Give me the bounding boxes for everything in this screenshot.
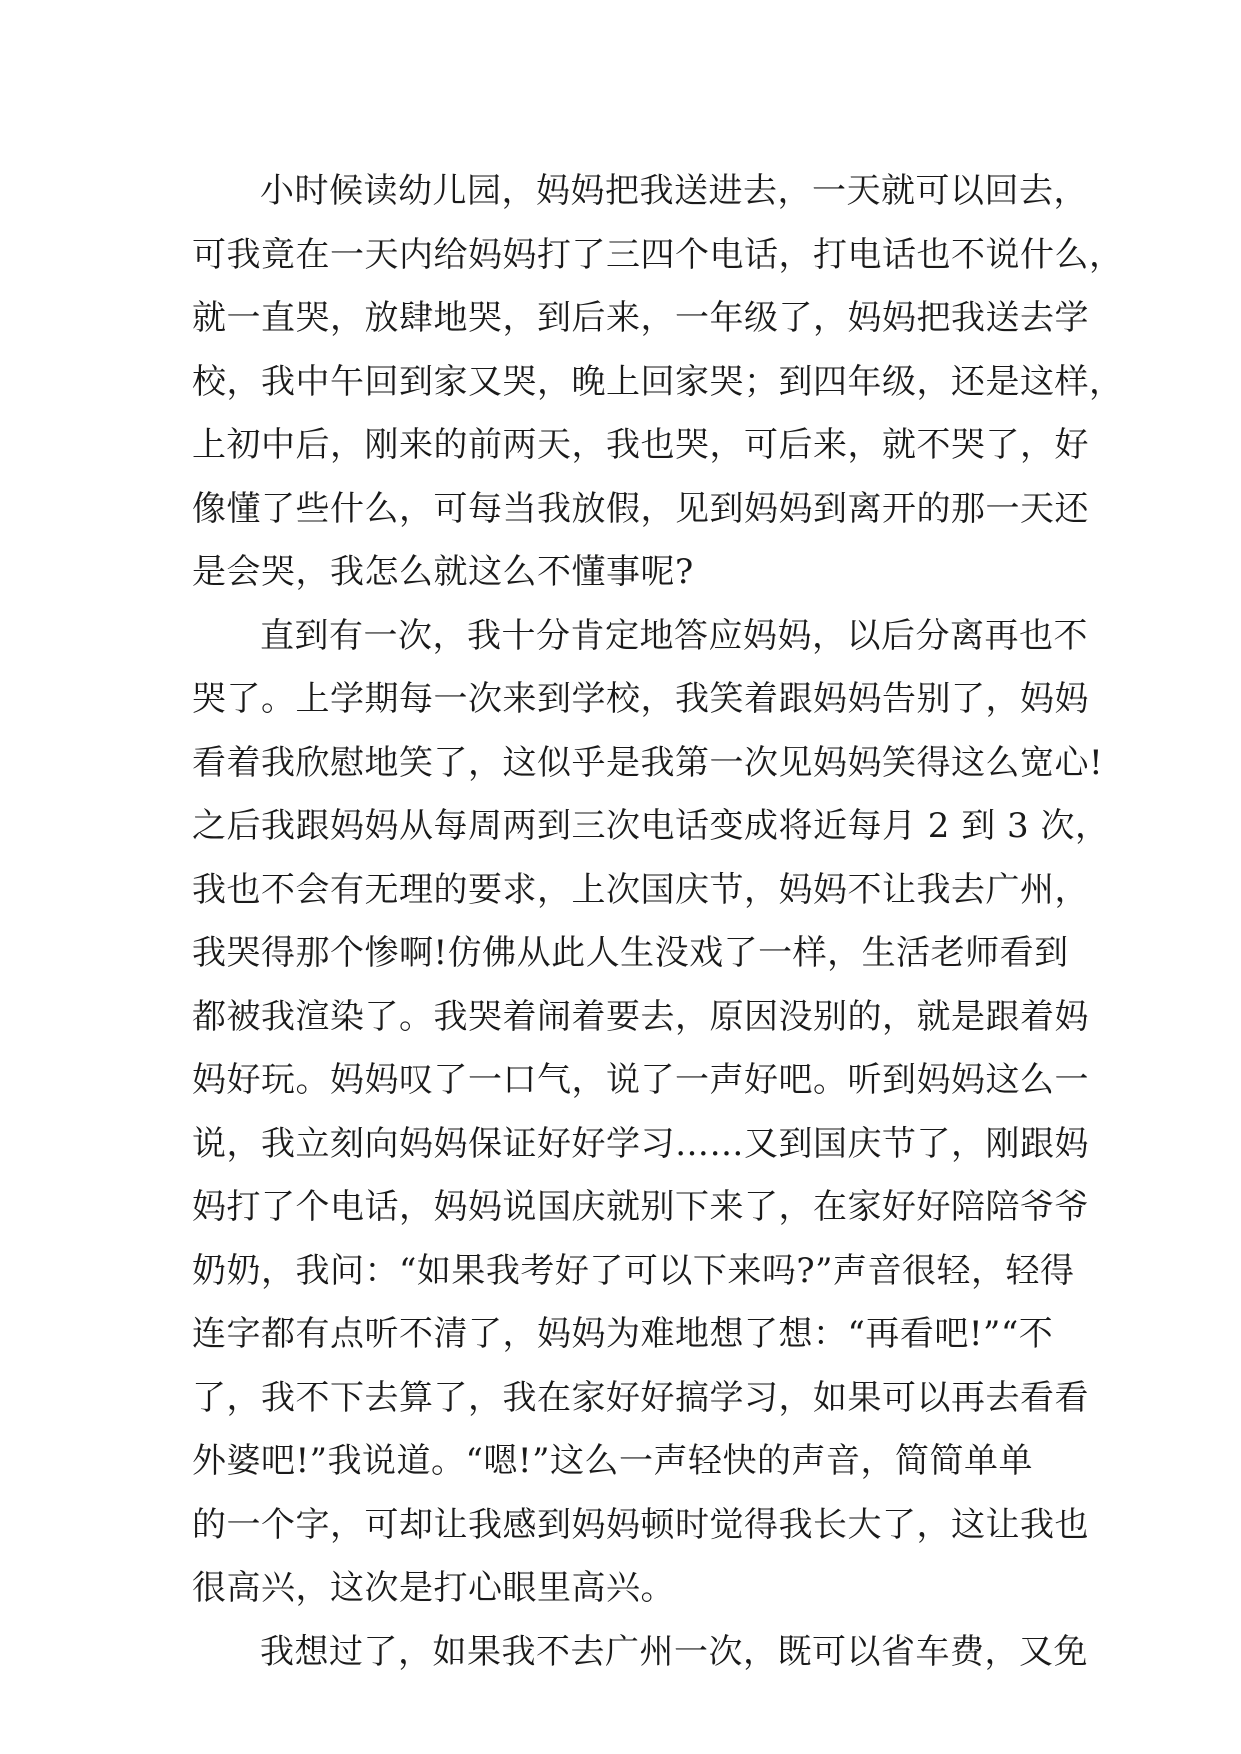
paragraph-first-line: 我想过了，如果我不去广州一次，既可以省车费，又免	[260, 1631, 1088, 1672]
text-line: 我哭得那个惨啊!仿佛从此人生没戏了一样，生活老师看到	[192, 933, 1069, 973]
text-line: 很高兴，这次是打心眼里高兴。	[192, 1568, 675, 1608]
text-line: 都被我渲染了。我哭着闹着要去，原因没别的，就是跟着妈	[192, 996, 1089, 1037]
text-line: 看着我欣慰地笑了，这似乎是我第一次见妈妈笑得这么宽心!	[192, 742, 1104, 783]
text-line: 校，我中午回到家又哭，晚上回家哭；到四年级，还是这样，	[192, 361, 1124, 402]
paragraph-first-line: 小时候读幼儿园，妈妈把我送进去，一天就可以回去，	[260, 171, 1088, 211]
text-line: 哭了。上学期每一次来到学校，我笑着跟妈妈告别了，妈妈	[192, 679, 1089, 719]
text-line: 上初中后，刚来的前两天，我也哭，可后来，就不哭了，好	[192, 425, 1089, 465]
text-line: 像懂了些什么，可每当我放假，见到妈妈到离开的那一天还	[192, 488, 1089, 529]
text-line: 的一个字，可却让我感到妈妈顿时觉得我长大了，这让我也	[192, 1504, 1089, 1545]
text-line: 说，我立刻向妈妈保证好好学习……又到国庆节了，刚跟妈	[192, 1123, 1089, 1164]
essay-body	[192, 160, 1124, 1684]
text-line: 妈好玩。妈妈叹了一口气，说了一声好吧。听到妈妈这么一	[192, 1060, 1089, 1100]
text-line: 连字都有点听不清了，妈妈为难地想了想：“再看吧!”“不	[192, 1314, 1054, 1354]
text-line: 妈打了个电话，妈妈说国庆就别下来了，在家好好陪陪爷爷	[192, 1187, 1089, 1227]
text-line: 可我竟在一天内给妈妈打了三四个电话，打电话也不说什么，	[192, 234, 1124, 275]
text-line: 奶奶，我问：“如果我考好了可以下来吗?”声音很轻，轻得	[192, 1250, 1075, 1291]
text-line: 之后我跟妈妈从每周两到三次电话变成将近每月 2 到 3 次，	[192, 806, 1110, 846]
text-line: 我也不会有无理的要求，上次国庆节，妈妈不让我去广州，	[192, 869, 1089, 910]
text-line: 就一直哭，放肆地哭，到后来，一年级了，妈妈把我送去学	[192, 298, 1089, 338]
text-line: 是会哭，我怎么就这么不懂事呢?	[192, 552, 694, 592]
text-line: 了，我不下去算了，我在家好好搞学习，如果可以再去看看	[192, 1377, 1089, 1418]
text-line: 外婆吧!”我说道。“嗯!”这么一声轻快的声音，简简单单	[192, 1441, 1033, 1481]
paragraph-first-line: 直到有一次，我十分肯定地答应妈妈，以后分离再也不	[260, 615, 1088, 656]
